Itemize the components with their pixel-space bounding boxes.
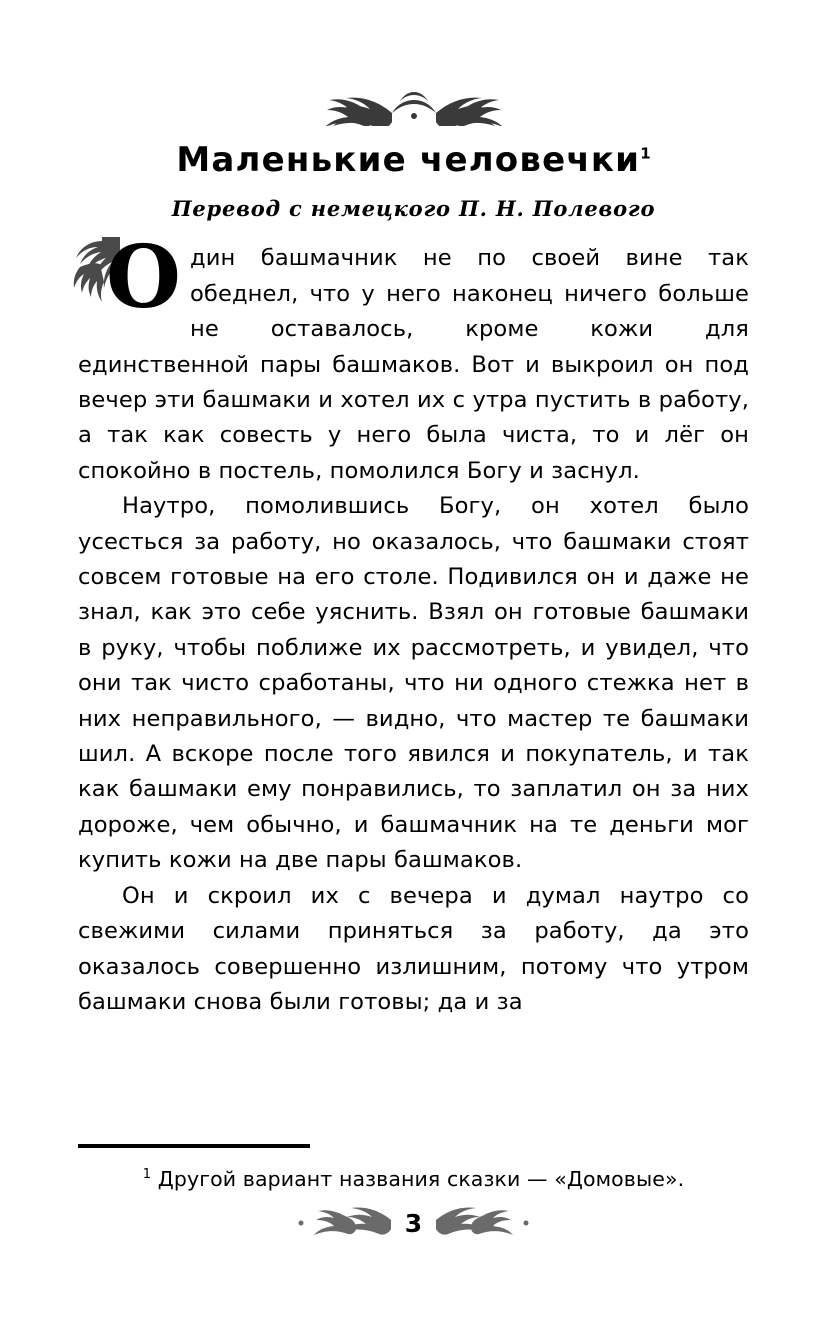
- drop-cap-letter: О: [106, 227, 182, 329]
- paragraph-1: [78, 227, 749, 489]
- page-subtitle: Перевод с немецкого П. Н. Полевого: [171, 196, 656, 222]
- body-text: [78, 227, 749, 1020]
- page-title-text: Маленькие человечки: [176, 140, 641, 180]
- paragraph-2: Наутро, помолившись Богу, он хотел было усесться за работу, но оказалось, что башмаки стоят совсем готовые на его столе. Подивился он и даже не знал, как это себе уяснить. Взял он готовые башмаки в руку, чтобы поближе их рассмотреть, и увидел, что они так чисто сработаны, что ни одного стежка нет в них неправильного, — видно, что мастер те башмаки шил. А вскоре после того явился и покупатель, и так как башмаки ему понравились, то заплатил он за них дороже, чем обычно, и башмачник на те деньги мог купить кожи на две пары башмаков.: [78, 493, 749, 874]
- dropcap-block: [72, 227, 190, 345]
- footer-ornament-left: [241, 1206, 391, 1240]
- footnote: [78, 1161, 749, 1193]
- title-footnote-marker: 1: [640, 144, 651, 163]
- footnote-marker: 1: [142, 1167, 152, 1182]
- footnote-area: [78, 1144, 749, 1193]
- page-number: 3: [404, 1208, 423, 1238]
- book-page: [0, 86, 827, 1326]
- paragraph-1-text: дин башмачник не по своей вине так обеднел, что у него наконец ничего больше не оставалось, кроме кожи для единственной пары башмаков. Вот и выкроил он под вечер эти башмаки и хотел их с утра пустить в работу, а так как совесть у него была чиста, то и лёг он спокойно в постель, помолился Богу и заснул.: [78, 245, 749, 484]
- footnote-text: Другой вариант названия сказки — «Домовые».: [157, 1166, 685, 1191]
- footnote-separator: [78, 1144, 310, 1148]
- top-ornament: [78, 86, 749, 128]
- floral-divider-ornament: [264, 86, 564, 126]
- page-title: [78, 142, 749, 179]
- page-footer: [0, 1206, 827, 1240]
- paragraph-3: Он и скроил их с вечера и думал наутро со свежими силами приняться за работу, да это оказалось совершенно излишним, потому что утром башмаки снова были готовы; да и за: [78, 882, 749, 1015]
- footer-ornament-right: [436, 1206, 586, 1240]
